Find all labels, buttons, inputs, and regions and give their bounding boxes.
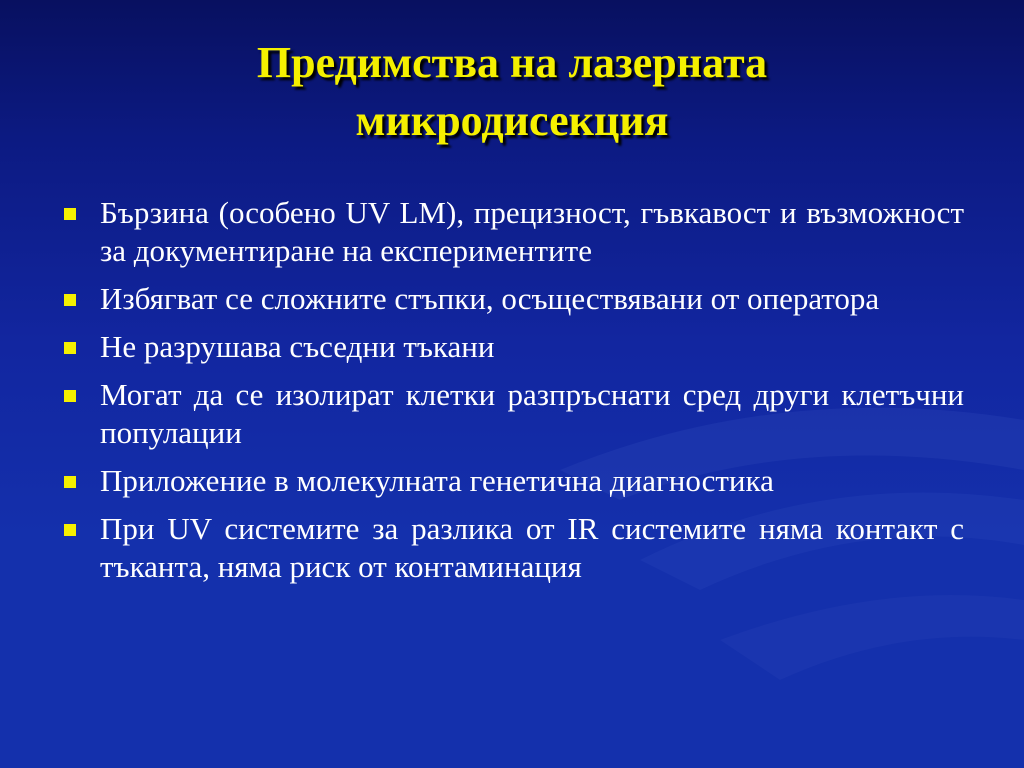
bullet-text: При UV системите за разлика от IR системите няма контакт с тъканта, няма риск от контаминация — [100, 511, 964, 584]
bullet-item — [62, 510, 964, 586]
bullet-item — [62, 194, 964, 270]
square-bullet-icon — [64, 524, 76, 536]
square-bullet-icon — [64, 390, 76, 402]
bullet-text: Бързина (особено UV LM), прецизност, гъвкавост и възможност за документиране на експериментите — [100, 195, 964, 268]
bullet-item — [62, 462, 964, 500]
bullet-item — [62, 376, 964, 452]
slide-title — [60, 34, 964, 150]
slide-title-line-1: Предимства на лазерната — [256, 38, 768, 87]
slide-title-line-2: микродисекция — [355, 96, 669, 145]
bullet-item — [62, 280, 964, 318]
square-bullet-icon — [64, 294, 76, 306]
bullet-list — [62, 194, 964, 596]
bullet-text: Могат да се изолират клетки разпръснати сред други клетъчни популации — [100, 377, 964, 450]
bullet-text: Приложение в молекулната генетична диагностика — [100, 463, 774, 498]
bullet-text: Избягват се сложните стъпки, осъществявани от оператора — [100, 281, 880, 316]
bullet-text: Не разрушава съседни тъкани — [100, 329, 495, 364]
square-bullet-icon — [64, 476, 76, 488]
bullet-item — [62, 328, 964, 366]
square-bullet-icon — [64, 208, 76, 220]
square-bullet-icon — [64, 342, 76, 354]
